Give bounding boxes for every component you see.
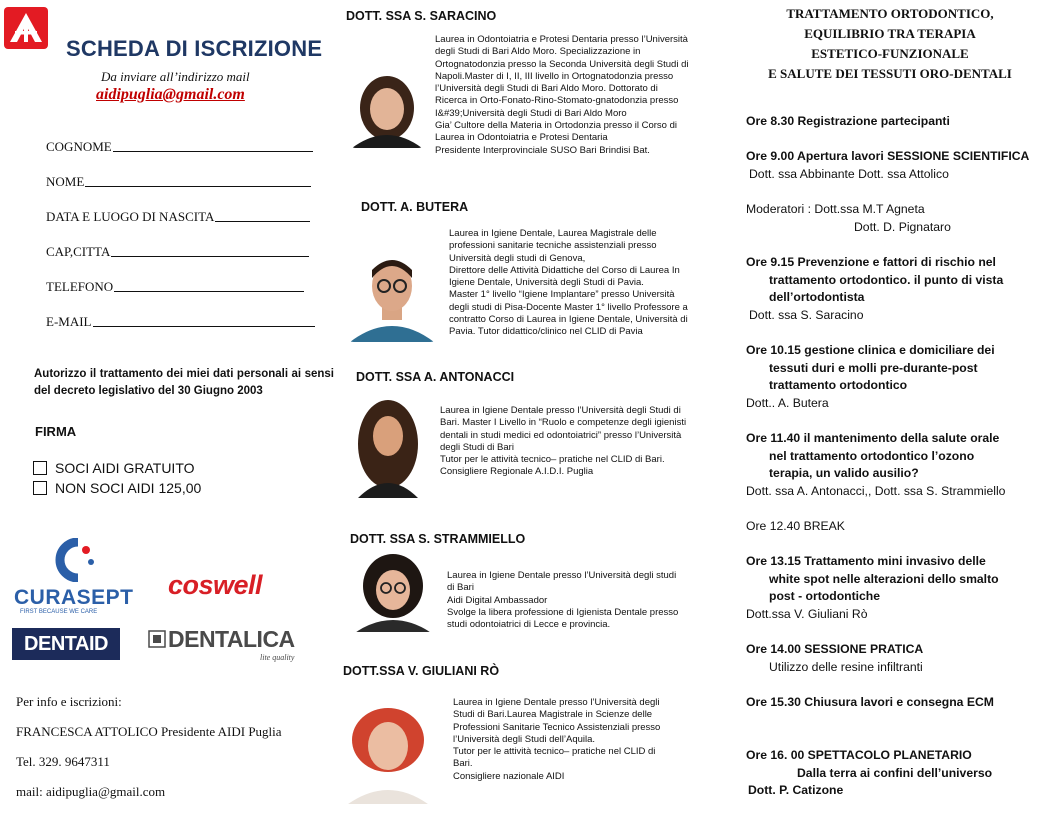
program-session-4: Ore 13.15 Trattamento mini invasivo delle white spot nelle alterazioni dello smalto post - ortodontiche Dott.ssa V. Giuliani Rò [746,554,999,621]
program-session-3: Ore 11.40 il mantenimento della salute orale nel trattamento ortodontico l’ozono terapia, un valido ausilio? Dott. ssa A. Antonacci,, Dott. ssa S. Strammiello [746,431,1006,498]
checkbox[interactable] [33,481,47,495]
program-planetarium: Ore 16. 00 SPETTACOLO PLANETARIO Dalla terra ai confini dell’universo Dott. P. Catizone [746,748,993,797]
speaker-bio-saracino: Laurea in Odontoiatria e Protesi Dentaria presso l’Università degli Studi di Bari Aldo Moro. Specializzazione in Ortognatodonzia presso la Seconda Università degli Studi di Napoli.Master di I, II, III livello in Ortognatodonzia presso l’Università degli Studi di Bari Aldo Moro. Dottorato di Ricerca in Orto-Fonato-Rino-Stomato-gnatodonzia presso I&#39;Università degli Studi di Bari Aldo Moro Gia’ Cultore della Materia in Ortodonzia presso il Corso di Laurea in Odontoiatria e Protesi Dentaria Presidente Interprovinciale SUSO Bari Brindisi Bat. [435,34,689,156]
form-subtitle: Da inviare all’indirizzo mail [101,69,250,84]
field-nome[interactable] [46,174,311,190]
field-data-luogo-nascita[interactable] [46,209,310,225]
option-soci[interactable] [33,460,195,476]
speaker-photo-butera [344,244,440,342]
program-practice: Ore 14.00 SESSIONE PRATICA Utilizzo delle resine infiltranti [746,642,924,674]
program-opening: Ore 9.00 Apertura lavori SESSIONE SCIENTIFICA Dott. ssa Abbinante Dott. ssa Attolico [746,149,1030,181]
info-mail[interactable]: mail: aidipuglia@gmail.com [16,784,166,799]
dentalica-mark-icon [148,630,166,648]
program-moderators: Moderatori : Dott.ssa M.T Agneta Dott. D. Pignataro [746,202,951,234]
field-label: COGNOME [46,139,112,154]
aidi-logo [4,7,48,49]
option-label: SOCI AIDI GRATUITO [55,460,195,476]
field-label: TELEFONO [46,279,114,294]
field-cognome[interactable] [46,139,313,155]
speaker-bio-strammiello: Laurea in Igiene Dentale presso l’Università degli studi di Bari Aidi Digital Ambassador Svolge la libera professione di Igienista Dentale presso studi odontoiatrici di Lecce e provincia. [447,570,679,631]
speaker-photo-saracino [348,72,426,148]
speaker-bio-giuliani-ro: Laurea in Igiene Dentale presso l’Università degli Studi di Bari.Laurea Magistrale in Scienze delle Professioni Sanitarie Tecnico Assistenziali presso l’Università degli Studi dell’Aquila. Tutor per le attività tecnico– pratiche nel CLID di Bari. Consigliere nazionale AIDI [453,697,661,782]
field-label: E-MAIL [46,314,92,329]
curasept-mark-icon [14,538,132,582]
program-session-2: Ore 10.15 gestione clinica e domiciliare dei tessuti duri e molli pre-durante-post trattamento ortodontico Dott.. A. Butera [746,343,995,410]
option-non-soci[interactable] [33,480,201,496]
dentaid-logo: DENTAID [12,628,120,660]
speaker-bio-butera: Laurea in Igiene Dentale, Laurea Magistrale delle professioni sanitarie tecniche assistenziali presso Università degli studi di Genova, Direttore delle Attività Didattiche del Corso di Laurea In Igiene Dentale, Università degli Studi di Pavia. Master 1° livello “Igiene Implantare” presso Università degli studi di Pisa-Docente Master 1° livello Professore a contratto Corso di Laurea in Igiene Dentale, Università di Pavia. Tutor didattico/clinico nel CLID di Pavia [449,228,688,338]
speaker-name-strammiello: DOTT. SSA S. STRAMMIELLO [350,532,526,546]
form-email-link[interactable]: aidipuglia@gmail.com [96,86,245,103]
signature-label: FIRMA [35,424,77,439]
speaker-bio-antonacci: Laurea in Igiene Dentale presso l’Università degli Studi di Bari. Master I Livello in “Ruolo e competenze degli igienisti dentali in studi medici ed odontoiatrici” presso l’Università degli Studi di Bari Tutor per le attività tecnico– pratiche nel CLID di Bari. Consigliere Regionale A.I.D.I. Puglia [440,405,687,478]
speaker-name-giuliani-ro: DOTT.SSA V. GIULIANI RÒ [343,664,500,678]
program-break: Ore 12.40 BREAK [746,519,845,533]
speaker-photo-antonacci [348,398,428,498]
form-title: SCHEDA DI ISCRIZIONE [66,36,323,61]
field-email[interactable] [46,314,315,330]
speaker-photo-giuliani-ro [340,698,436,804]
field-telefono[interactable] [46,279,304,295]
program-session-1: Ore 9.15 Prevenzione e fattori di rischio nel trattamento ortodontico. il punto di vista dell’ortodontista Dott. ssa S. Saracino [746,255,1004,322]
checkbox[interactable] [33,461,47,475]
info-phone[interactable]: Tel. 329. 9647311 [16,754,110,769]
speaker-photo-strammiello [350,552,436,632]
speaker-name-saracino: DOTT. SSA S. SARACINO [346,9,497,23]
field-label: CAP,CITTA [46,244,111,259]
dentalica-logo: DENTALICA lite quality [148,626,300,666]
field-cap-citta[interactable] [46,244,309,260]
option-label: NON SOCI AIDI 125,00 [55,480,202,496]
info-heading: Per info e iscrizioni: [16,694,122,709]
speaker-name-antonacci: DOTT. SSA A. ANTONACCI [356,370,515,384]
info-contact: FRANCESCA ATTOLICO Presidente AIDI Puglia [16,724,282,739]
program-closing: Ore 15.30 Chiusura lavori e consegna ECM [746,695,994,709]
curasept-logo: CURASEPT FIRST BECAUSE WE CARE [14,538,132,608]
field-label: NOME [46,174,85,189]
privacy-consent: Autorizzo il trattamento dei miei dati personali ai sensi del decreto legislativo del 30 Giugno 2003 [34,368,334,397]
program-registration: Ore 8.30 Registrazione partecipanti [746,114,950,128]
field-label: DATA E LUOGO DI NASCITA [46,209,215,224]
program-title: TRATTAMENTO ORTODONTICO, EQUILIBRIO TRA TERAPIA ESTETICO-FUNZIONALE E SALUTE DEI TESSUTI ORO-DENTALI [768,6,1012,81]
speaker-name-butera: DOTT. A. BUTERA [361,200,469,214]
coswell-logo: coswell [168,570,263,600]
